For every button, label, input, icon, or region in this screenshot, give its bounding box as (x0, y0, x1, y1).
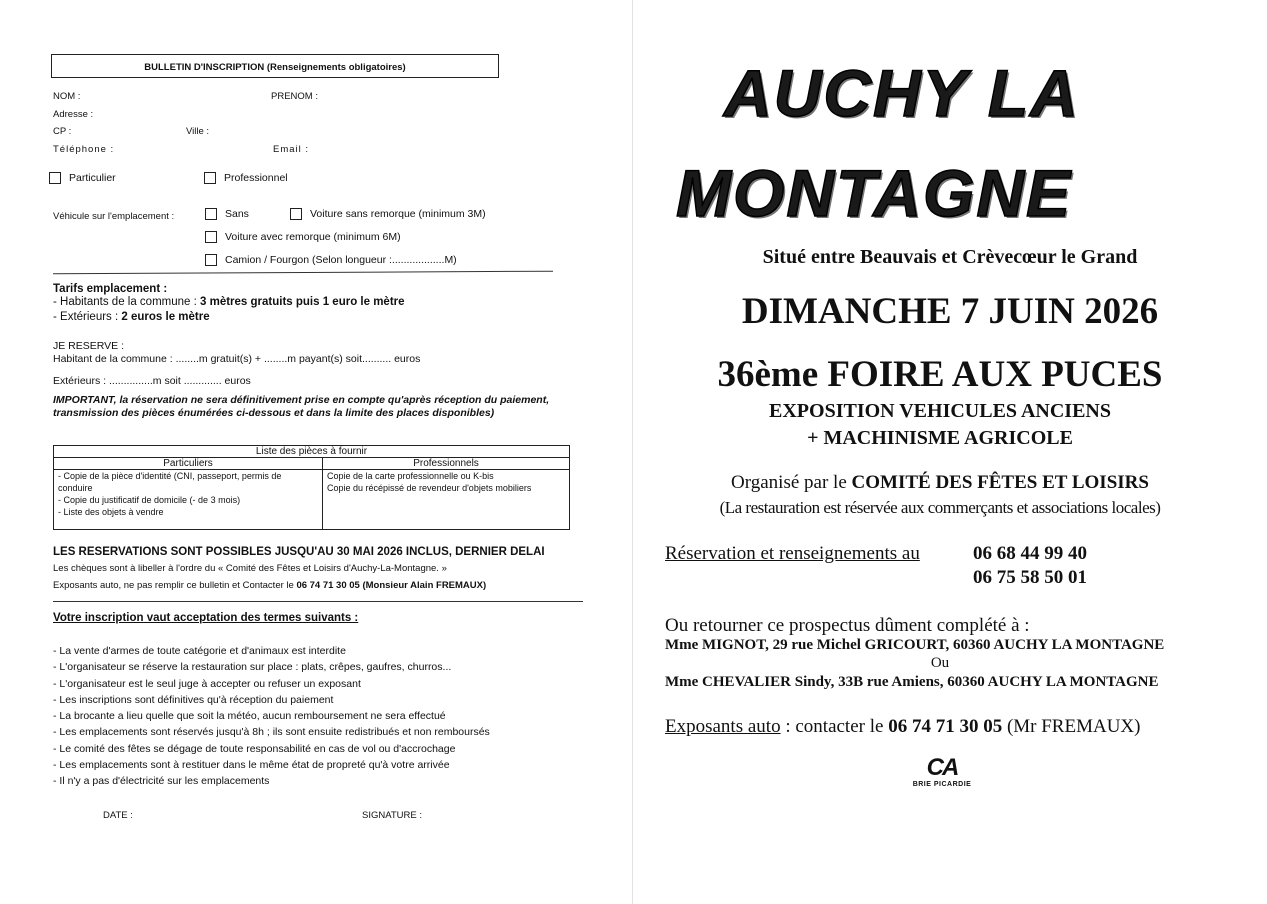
cheques-note: Les chèques sont à libeller à l'ordre du « Comité des Fêtes et Loisirs d'Auchy-La-Montagne. » (53, 563, 447, 574)
list-item: Copie du récépissé de revendeur d'objets mobiliers (327, 483, 532, 493)
exposants-note-contact: 06 74 71 30 05 (Monsieur Alain FREMAUX) (296, 580, 487, 591)
terms-list (53, 643, 490, 790)
flyer-expo1: EXPOSITION VEHICULES ANCIENS (769, 400, 1111, 422)
reservations-deadline: LES RESERVATIONS SONT POSSIBLES JUSQU'AU 30 MAI 2026 INCLUS, DERNIER DELAI (53, 546, 545, 558)
flyer-organise-prefix: Organisé par le (731, 472, 852, 493)
divider (53, 601, 583, 602)
pieces-table (53, 445, 570, 530)
list-item: - Les emplacements sont à restituer dans le même état de propreté qu'à votre arrivée (53, 759, 450, 772)
list-item: - Le comité des fêtes se dégage de toute responsabilité en cas de vol ou d'accrochage (53, 742, 456, 755)
exterieur-line: Extérieurs : ...............m soit ............. euros (53, 375, 251, 387)
nom-label: NOM : (53, 91, 81, 102)
cp-label: CP : (53, 126, 72, 137)
list-item: - Copie du justificatif de domicile (- de 3 mois) (58, 495, 241, 505)
list-item: - Copie de la pièce d'identité (CNI, passeport, permis de conduire (58, 471, 282, 493)
flyer-organise-committee: COMITÉ DES FÊTES ET LOISIRS (851, 472, 1149, 493)
je-reserve: JE RESERVE : (53, 340, 124, 352)
flyer-event: 36ème FOIRE AUX PUCES (717, 354, 1163, 395)
voiture-sans-remorque-option[interactable] (290, 208, 486, 220)
phone-2: 06 75 58 50 01 (973, 567, 1087, 588)
professionnel-checkbox[interactable] (204, 172, 216, 184)
flyer-title-line2: MONTAGNE (676, 156, 1073, 230)
habitant-line: Habitant de la commune : ........m gratuit(s) + ........m payant(s) soit.......... euros (53, 353, 421, 365)
exposants-phone: 06 74 71 30 05 (888, 716, 1003, 737)
list-item: - Il n'y a pas d'électricité sur les emplacements (53, 775, 270, 788)
col-professionnels: Professionnels (323, 458, 570, 470)
telephone-label: Téléphone : (53, 144, 115, 155)
list-item: - L'organisateur est le seul juge à accepter ou refuser un exposant (53, 677, 361, 690)
address-or: Ou (930, 655, 950, 671)
ville-label: Ville : (186, 126, 210, 137)
professionnels-list (323, 470, 570, 530)
particulier-checkbox[interactable] (49, 172, 61, 184)
credit-agricole-icon: CA (926, 754, 958, 781)
voiture-avec-remorque-checkbox[interactable] (205, 231, 217, 243)
tarif-habitants (53, 296, 405, 308)
professionnel-option[interactable] (204, 172, 288, 184)
form-title: BULLETIN D'INSCRIPTION (Renseignements obligatoires) (144, 62, 406, 73)
date-label: DATE : (103, 810, 133, 821)
list-item: - La brocante a lieu quelle que soit la météo, aucun remboursement ne sera effectué (53, 710, 446, 723)
voiture-avec-remorque-option[interactable] (205, 231, 401, 243)
page-fold (632, 0, 633, 904)
exposants-label: Exposants auto (665, 716, 781, 737)
list-item: - Liste des objets à vendre (58, 507, 164, 517)
sans-label: Sans (225, 208, 249, 220)
flyer-organise (640, 472, 1240, 494)
voiture-sans-remorque-checkbox[interactable] (290, 208, 302, 220)
prenom-label: PRENOM : (271, 91, 318, 102)
particulier-option[interactable] (49, 172, 116, 184)
email-label: Email : (273, 144, 310, 155)
phone-1: 06 68 44 99 40 (973, 543, 1087, 564)
bank-name: BRIE PICARDIE (912, 781, 972, 788)
voiture-avec-remorque-label: Voiture avec remorque (minimum 6M) (225, 231, 401, 243)
reservation-label: Réservation et renseignements au (665, 543, 920, 564)
address-1: Mme MIGNOT, 29 rue Michel GRICOURT, 60360 AUCHY LA MONTAGNE (665, 637, 1165, 653)
adresse-label: Adresse : (53, 109, 94, 120)
form-title-box (51, 54, 499, 78)
exposants-note-prefix: Exposants auto, ne pas remplir ce bulletin et Contacter le (53, 580, 297, 591)
tarif-exterieurs-value: 2 euros le mètre (121, 311, 210, 323)
tarif-habitants-prefix: - Habitants de la commune : (53, 296, 201, 308)
retourner-text: Ou retourner ce prospectus dûment complété à : (665, 615, 1030, 636)
camion-checkbox[interactable] (205, 254, 217, 266)
important-note: IMPORTANT, la réservation ne sera définitivement prise en compte qu'après réception du paiement, transmission des pièces énumérées ci-dessous et dans la limite des places disponibles) (53, 394, 550, 419)
signature-label: SIGNATURE : (362, 810, 422, 821)
flyer-location: Situé entre Beauvais et Crèvecœur le Grand (762, 246, 1138, 268)
flyer-expo2: + MACHINISME AGRICOLE (807, 427, 1073, 449)
flyer-date: DIMANCHE 7 JUIN 2026 (741, 291, 1159, 332)
col-particuliers: Particuliers (54, 458, 323, 470)
list-item: - L'organisateur se réserve la restauration sur place : plats, crêpes, gaufres, churros... (53, 661, 452, 674)
list-item: - Les emplacements sont réservés jusqu'à 8h ; ils sont ensuite redistribués et non remboursés (53, 726, 490, 739)
tarifs-title: Tarifs emplacement : (53, 283, 168, 295)
professionnel-label: Professionnel (224, 172, 288, 184)
flyer-title-line1: AUCHY LA (724, 56, 1080, 130)
list-item: Copie de la carte professionnelle ou K-bis (327, 471, 494, 481)
flyer-restauration: (La restauration est réservée aux commerçants et associations locales) (719, 498, 1161, 517)
address-2: Mme CHEVALIER Sindy, 33B rue Amiens, 60360 AUCHY LA MONTAGNE (665, 674, 1159, 690)
exposants-mid: : contacter le (780, 716, 889, 737)
pieces-title: Liste des pièces à fournir (54, 446, 570, 458)
exposants-name: (Mr FREMAUX) (1002, 716, 1141, 737)
sans-option[interactable] (205, 208, 249, 220)
terms-title: Votre inscription vaut acceptation des termes suivants : (53, 612, 359, 624)
camion-label: Camion / Fourgon (Selon longueur :..................M) (225, 254, 457, 266)
camion-option[interactable] (205, 254, 457, 266)
sans-checkbox[interactable] (205, 208, 217, 220)
tarif-habitants-value: 3 mètres gratuits puis 1 euro le mètre (200, 296, 405, 308)
exposants-contact (665, 716, 1140, 738)
tarif-exterieurs (53, 311, 210, 323)
list-item: - La vente d'armes de toute catégorie et d'animaux est interdite (53, 645, 346, 657)
list-item: - Les inscriptions sont définitives qu'à réception du paiement (53, 693, 334, 706)
voiture-sans-remorque-label: Voiture sans remorque (minimum 3M) (310, 208, 486, 220)
tarif-exterieurs-prefix: - Extérieurs : (53, 311, 122, 323)
particulier-label: Particulier (69, 172, 116, 184)
exposants-note (53, 580, 486, 591)
bank-logo (912, 755, 972, 788)
divider (53, 271, 553, 275)
particuliers-list (54, 470, 323, 530)
vehicule-label: Véhicule sur l'emplacement : (53, 211, 175, 222)
